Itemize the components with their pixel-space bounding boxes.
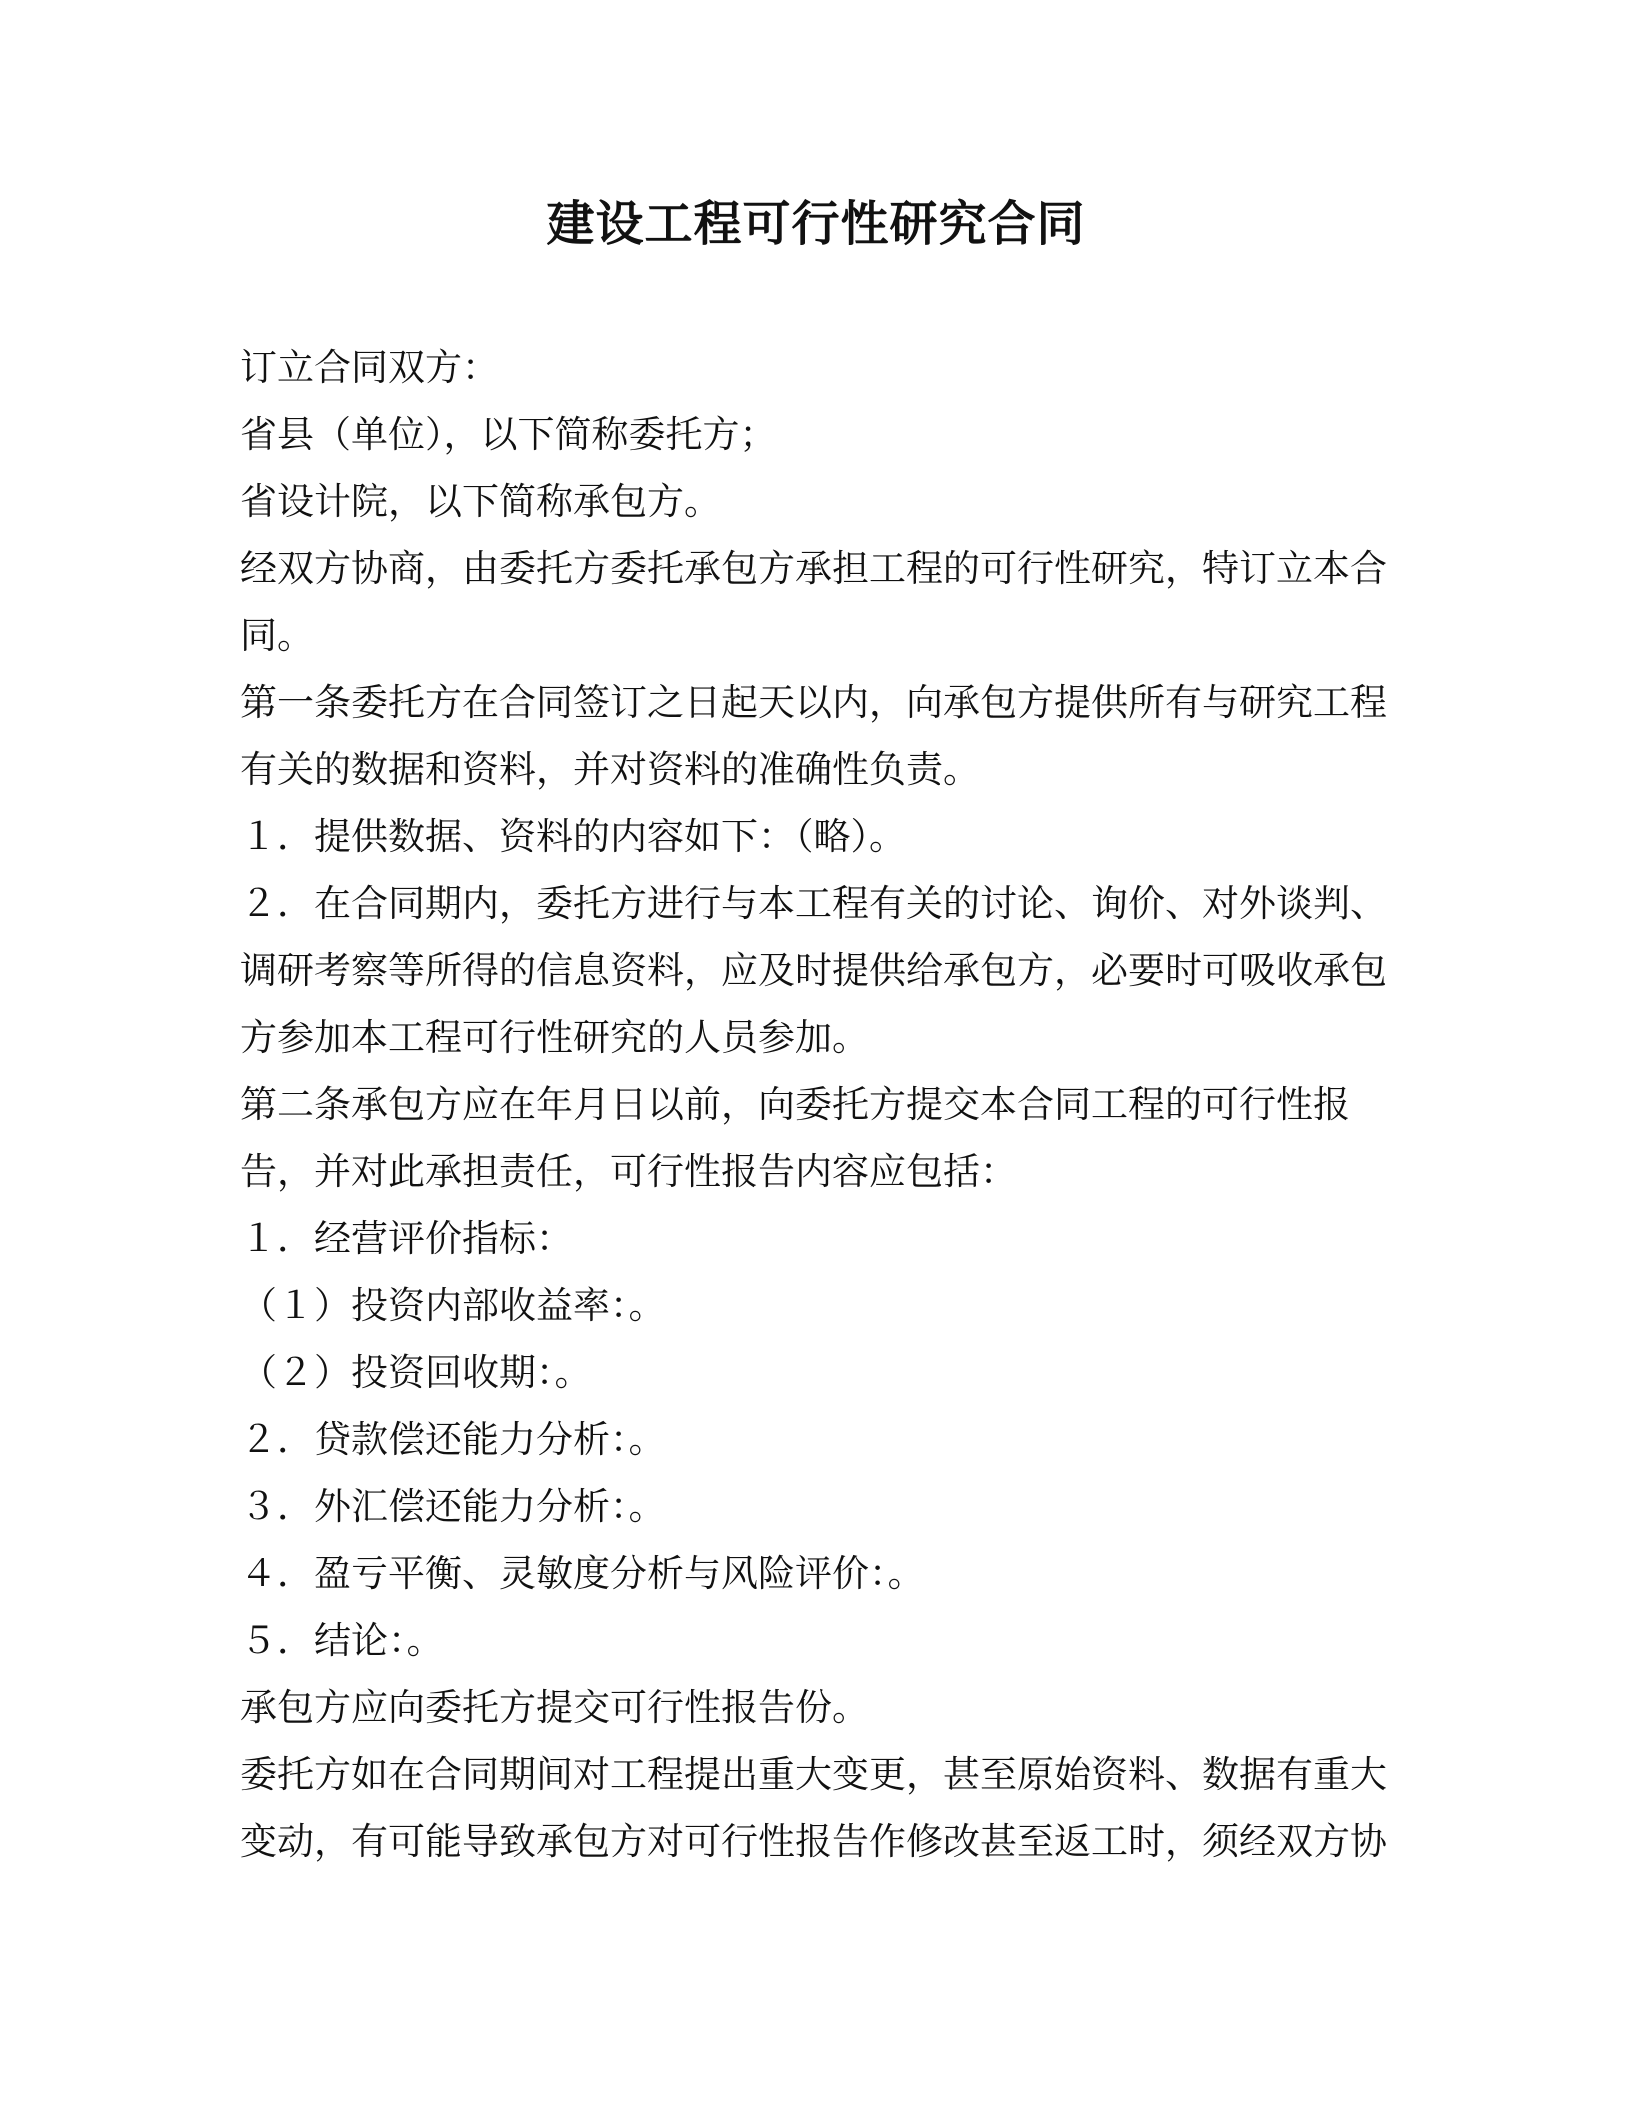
body-line: 承包方应向委托方提交可行性报告份。 [240,1686,869,1729]
document-title: 建设工程可行性研究合同 [546,196,1086,252]
body-line: 有关的数据和资料，并对资料的准确性负责。 [240,748,980,791]
body-line: （１）投资内部收益率：。 [240,1284,666,1327]
body-line: 省设计院，以下简称承包方。 [240,480,721,523]
body-line: （２）投资回收期：。 [240,1351,592,1394]
body-line: 经双方协商，由委托方委托承包方承担工程的可行性研究，特订立本合 [240,547,1387,590]
body-line: １．提供数据、资料的内容如下：（略）。 [240,815,906,858]
body-line: ２．贷款偿还能力分析：。 [240,1418,666,1461]
body-line: 变动，有可能导致承包方对可行性报告作修改甚至返工时，须经双方协 [240,1820,1387,1863]
body-line: 第一条委托方在合同签订之日起天以内，向承包方提供所有与研究工程 [240,681,1387,724]
body-line: 告，并对此承担责任，可行性报告内容应包括： [240,1150,1017,1193]
body-line: 调研考察等所得的信息资料，应及时提供给承包方，必要时可吸收承包 [240,949,1387,992]
body-line: 方参加本工程可行性研究的人员参加。 [240,1016,869,1059]
document-body [240,334,1390,1875]
body-line: ３．外汇偿还能力分析：。 [240,1485,666,1528]
body-line: 同。 [240,614,314,657]
body-line: ５．结论：。 [240,1619,444,1662]
body-line: １．经营评价指标： [240,1217,573,1260]
body-line: 第二条承包方应在年月日以前，向委托方提交本合同工程的可行性报 [240,1083,1350,1126]
body-line: 订立合同双方： [240,346,499,389]
body-line: ４．盈亏平衡、灵敏度分析与风险评价：。 [240,1552,925,1595]
body-line: ２．在合同期内，委托方进行与本工程有关的讨论、询价、对外谈判、 [240,882,1387,925]
body-line: 省县（单位），以下简称委托方； [240,413,777,456]
body-line: 委托方如在合同期间对工程提出重大变更，甚至原始资料、数据有重大 [240,1753,1387,1796]
